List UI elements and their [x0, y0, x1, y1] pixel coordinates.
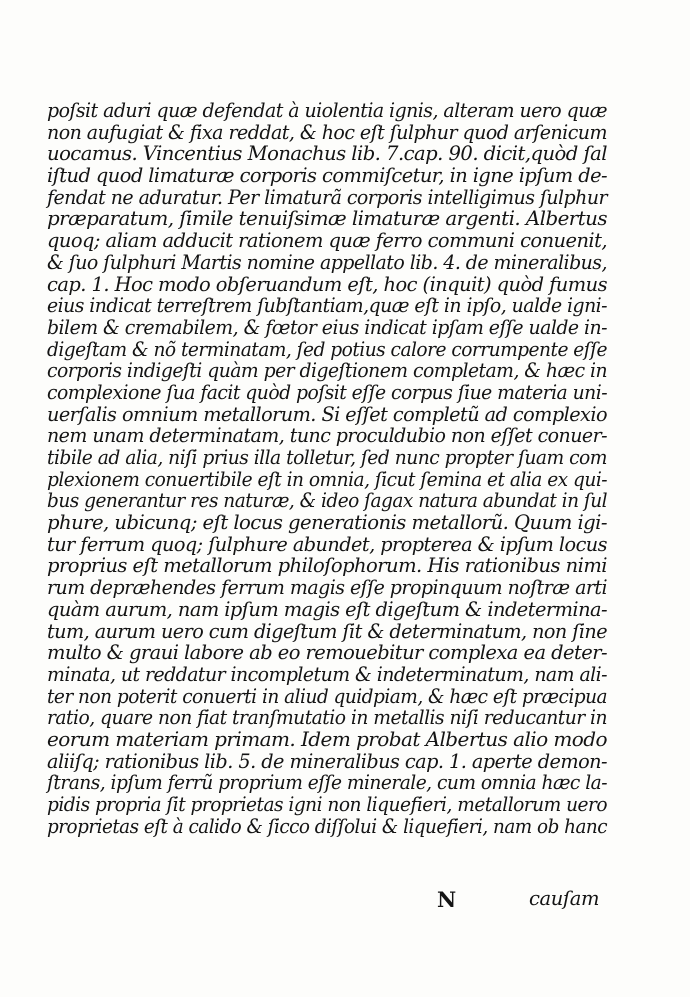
text-line: cap. 1. Hoc modo obſeruandum eſt, hoc (inquit) quòd fumus: [47, 272, 608, 296]
text-line: plexionem conuertibile eſt in omnia, ſicut ſemina et alia ex qui-: [47, 467, 608, 491]
text-line: bus generantur res naturæ, & ideo ſagax natura abundat in ſul: [47, 489, 608, 513]
text-line: tum, aurum uero cum digeſtum ſit & determinatum, non ſine: [47, 619, 608, 643]
text-line: & ſuo ſulphuri Martis nomine appellato lib. 4. de mineralibus,: [47, 250, 607, 274]
text-line: bilem & cremabilem, & fœtor eius indicat ipſam eſſe ualde in-: [47, 315, 607, 339]
text-line: tur ferrum quoq; ſulphure abundet, propterea & ipſum locus: [47, 532, 608, 556]
text-line: uocamus. Vincentius Monachus lib. 7.cap. 90. dicit,quòd ſal: [47, 142, 608, 166]
page-footer-line: [47, 887, 607, 911]
signature-mark: N: [437, 887, 457, 912]
text-line: quàm aurum, nam ipſum magis eſt digeſtum & indetermina-: [47, 597, 608, 621]
text-line: ſtrans, ipſum ferrũ proprium eſſe minerale, cum omnia hæc la-: [47, 771, 607, 795]
text-line: tibile ad alia, niſi prius illa tolletur, ſed nunc propter ſuam com: [47, 446, 607, 469]
text-line: nem unam determinatam, tunc proculdubio non eſſet conuer-: [47, 424, 608, 448]
text-line: digeſtam & nõ terminatam, ſed potius calore corrumpente eſſe: [47, 337, 607, 361]
text-line: eius indicat terreſtrem ſubſtantiam,quæ eſt in ipſo, ualde igni-: [47, 294, 608, 318]
text-line: complexione ſua facit quòd poſsit eſſe corpus ſiue materia uni-: [47, 380, 608, 404]
text-line: minata, ut reddatur incompletum & indeterminatum, nam ali-: [47, 662, 608, 686]
text-line: proprietas eſt à calido & ſicco diſſolui & liquefieri, nam ob hanc: [47, 814, 608, 838]
text-line: aliiſq; rationibus lib. 5. de mineralibus cap. 1. aperte demon-: [47, 749, 607, 773]
text-line: multo & graui labore ab eo remouebitur complexa ea deter-: [47, 641, 608, 665]
text-line: ter non poterit conuerti in aliud quidpiam, & hæc eſt præcipua: [47, 684, 608, 708]
text-line: proprius eſt metallorum philoſophorum. His rationibus nimi: [47, 554, 608, 578]
body-text: [47, 100, 607, 837]
text-line: phure, ubicunq; eſt locus generationis metallorũ. Quum igi-: [47, 511, 607, 535]
text-line: poſsit aduri quæ defendat à uiolentia ignis, alteram uero quæ: [47, 99, 608, 122]
text-line: rum depræhendes ferrum magis eſſe propinquum noſtræ arti: [47, 576, 608, 600]
text-line: corporis indigeſti quàm per digeſtionem completam, & hæc in: [47, 359, 608, 383]
text-line: præparatum, ſimile tenuiſsimæ limaturæ argenti. Albertus: [47, 207, 608, 231]
text-line: fendat ne aduratur. Per limaturã corporis intelligimus ſulphur: [47, 185, 608, 209]
text-line: quoq; aliam adducit rationem quæ ferro communi conuenit,: [47, 229, 607, 253]
text-line: ratio, quare non fiat tranſmutatio in metallis niſi reducantur in: [47, 706, 608, 730]
text-line: pidis propria ſit proprietas igni non liquefieri, metallorum uero: [47, 793, 607, 816]
text-line: uerſalis omnium metallorum. Si eſſet completũ ad complexio: [47, 402, 608, 426]
text-line: iſtud quod limaturæ corporis commiſcetur, in igne ipſum de-: [47, 164, 608, 188]
text-line: non aufugiat & fixa reddat, & hoc eſt ſulphur quod arſenicum: [47, 120, 607, 144]
catchword: cauſam: [529, 887, 600, 910]
text-line: eorum materiam primam. Idem probat Albertus alio modo: [47, 727, 608, 751]
